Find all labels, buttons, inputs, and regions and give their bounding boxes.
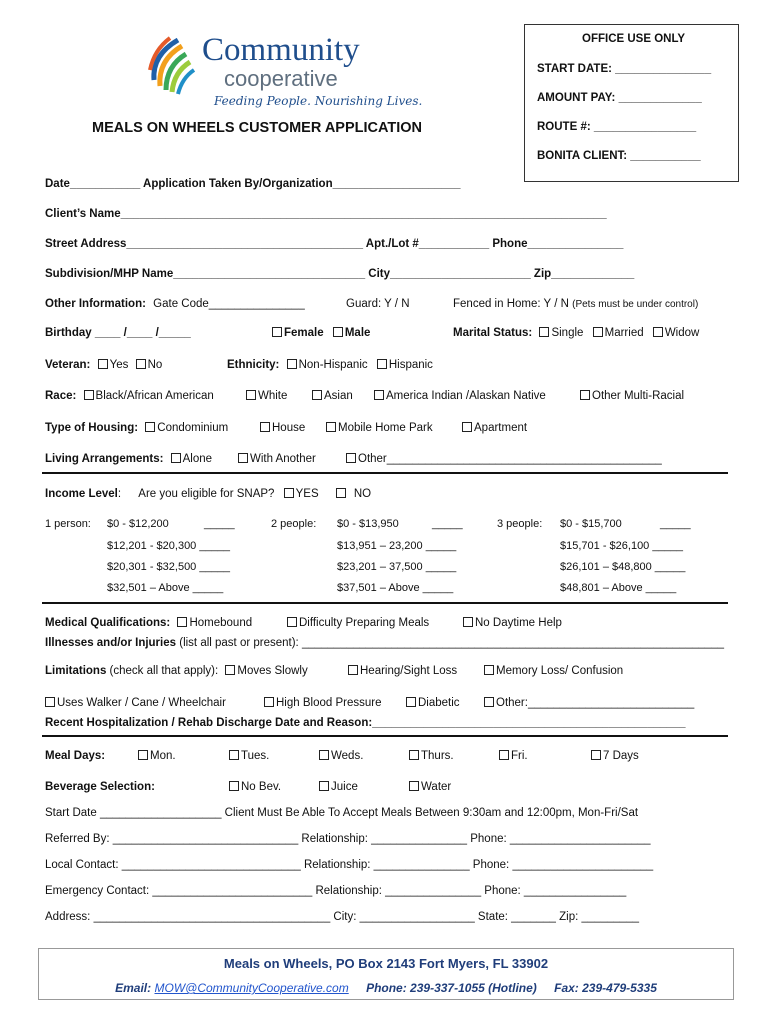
meal-thu-option — [409, 750, 454, 762]
living-another-option — [238, 453, 316, 465]
black-label: Black/African American — [95, 390, 214, 402]
medical-label: Medical Qualifications: — [45, 617, 171, 629]
walker-checkbox[interactable] — [45, 697, 55, 707]
multiracial-label: Other Multi-Racial — [592, 390, 685, 402]
walker-label: Uses Walker / Cane / Wheelchair — [57, 697, 226, 709]
meal-wed-option — [319, 750, 363, 762]
water-label: Water — [421, 781, 452, 793]
living-row — [45, 453, 212, 465]
hearing-label: Hearing/Sight Loss — [360, 665, 458, 677]
difficulty-checkbox[interactable] — [287, 617, 297, 627]
income-3-blank-1[interactable]: _____ — [660, 518, 691, 530]
multiracial-checkbox[interactable] — [580, 390, 590, 400]
housing-row — [45, 422, 228, 434]
thu-label: Thurs. — [421, 750, 454, 762]
income-1-row-2[interactable]: $12,201 - $20,300 _____ — [107, 540, 230, 552]
seven-days-checkbox[interactable] — [591, 750, 601, 760]
logo-word-cooperative: cooperative — [224, 66, 338, 91]
mobile-home-checkbox[interactable] — [326, 422, 336, 432]
married-label: Married — [604, 327, 644, 339]
hearing-checkbox[interactable] — [348, 665, 358, 675]
blood-pressure-label: High Blood Pressure — [276, 697, 382, 709]
subdivision-line[interactable]: Subdivision/MHP Name______________________________ City______________________ Zip_____________ — [45, 268, 635, 280]
footer-box — [38, 948, 734, 1000]
ethnicity-label: Ethnicity: — [227, 359, 280, 371]
limit-walker-option — [45, 697, 226, 709]
bev-water-option — [409, 781, 451, 793]
house-label: House — [272, 422, 306, 434]
birthday-field[interactable]: Birthday ____ /____ /_____ — [45, 327, 191, 339]
meal-7days-option — [591, 750, 639, 762]
mon-label: Mon. — [150, 750, 176, 762]
fenced-in-home-row — [453, 298, 698, 310]
veteran-no-checkbox[interactable] — [136, 359, 146, 369]
fri-checkbox[interactable] — [499, 750, 509, 760]
community-cooperative-logo — [140, 28, 423, 114]
hispanic-checkbox[interactable] — [377, 359, 387, 369]
divider-income — [42, 472, 728, 474]
income-1-row-4[interactable]: $32,501 – Above _____ — [107, 582, 224, 594]
hispanic-label: Hispanic — [388, 359, 433, 371]
living-other-checkbox[interactable] — [346, 453, 356, 463]
memory-checkbox[interactable] — [484, 665, 494, 675]
illnesses-field[interactable]: (list all past or present): __________________________________________________________________ — [179, 637, 725, 649]
housing-mobile-option — [326, 422, 433, 434]
office-route[interactable]: ROUTE #: ________________ — [537, 121, 697, 133]
income-3-row-4[interactable]: $48,801 – Above _____ — [560, 582, 677, 594]
medical-noday-option — [463, 617, 562, 629]
divider-meals — [42, 735, 728, 737]
living-label: Living Arrangements: — [45, 453, 164, 465]
footer-contact — [39, 981, 733, 995]
form-title: MEALS ON WHEELS CUSTOMER APPLICATION — [92, 120, 423, 136]
footer-email-link[interactable]: MOW@CommunityCooperative.com — [154, 981, 349, 995]
referred-by-line[interactable]: Referred By: _____________________________ Relationship: _______________ Phone: ______________________ — [45, 833, 651, 845]
hospitalization-line[interactable]: Recent Hospitalization / Rehab Discharge Date and Reason:_________________________________________________ — [45, 717, 686, 729]
native-checkbox[interactable] — [374, 390, 384, 400]
tue-checkbox[interactable] — [229, 750, 239, 760]
income-2-row-1: $0 - $13,950 — [337, 518, 399, 530]
veteran-no-label: No — [147, 359, 163, 371]
limit-other-label[interactable]: Other:__________________________ — [496, 697, 695, 709]
housing-label: Type of Housing: — [45, 422, 139, 434]
income-1-row-3[interactable]: $20,301 - $32,500 _____ — [107, 561, 230, 573]
diabetic-label: Diabetic — [418, 697, 460, 709]
marital-status-row — [453, 327, 699, 339]
no-daytime-checkbox[interactable] — [463, 617, 473, 627]
footer-phone: Phone: 239-337-1055 (Hotline) — [366, 981, 537, 995]
footer-address: Meals on Wheels, PO Box 2143 Fort Myers, FL 33902 — [223, 956, 549, 971]
race-asian-option — [312, 390, 353, 402]
asian-label: Asian — [324, 390, 353, 402]
gate-code-field[interactable]: Gate Code_______________ — [153, 298, 305, 310]
logo-word-community: Community — [202, 32, 360, 68]
beverage-label: Beverage Selection: — [45, 781, 155, 793]
single-checkbox[interactable] — [539, 327, 549, 337]
office-start-date[interactable]: START DATE: _______________ — [537, 63, 712, 75]
income-3-people-label: 3 people: — [497, 518, 543, 530]
income-1-person-label: 1 person: — [45, 518, 91, 530]
male-checkbox[interactable] — [333, 327, 343, 337]
income-2-blank-1[interactable]: _____ — [432, 518, 463, 530]
housing-apt-option — [462, 422, 527, 434]
blood-pressure-checkbox[interactable] — [264, 697, 274, 707]
apartment-checkbox[interactable] — [462, 422, 472, 432]
female-checkbox[interactable] — [272, 327, 282, 337]
with-another-checkbox[interactable] — [238, 453, 248, 463]
female-label: Female — [284, 327, 324, 339]
income-2-people-label: 2 people: — [271, 518, 317, 530]
race-other-option — [580, 390, 684, 402]
male-label: Male — [344, 327, 371, 339]
meal-fri-option — [499, 750, 528, 762]
snap-yes-label: YES — [295, 488, 319, 500]
mon-checkbox[interactable] — [138, 750, 148, 760]
bev-juice-option — [319, 781, 358, 793]
logo-tagline: Feeding People. Nourishing Lives. — [214, 94, 423, 108]
veteran-yes-label: Yes — [109, 359, 129, 371]
race-row — [45, 390, 214, 402]
snap-yes-checkbox[interactable] — [284, 488, 294, 498]
clients-name-line[interactable]: Client’s Name____________________________________________________________________________ — [45, 208, 607, 220]
black-checkbox[interactable] — [84, 390, 94, 400]
native-label: America Indian /Alaskan Native — [386, 390, 546, 402]
veteran-yes-checkbox[interactable] — [98, 359, 108, 369]
income-3-row-2[interactable]: $15,701 - $26,100 _____ — [560, 540, 683, 552]
office-amount-pay[interactable]: AMOUNT PAY: _____________ — [537, 92, 702, 104]
footer-email-label: Email: — [115, 981, 152, 995]
no-bev-checkbox[interactable] — [229, 781, 239, 791]
with-another-label: With Another — [250, 453, 316, 465]
widow-checkbox[interactable] — [653, 327, 663, 337]
house-checkbox[interactable] — [260, 422, 270, 432]
meal-mon-option — [138, 750, 176, 762]
office-bonita-client[interactable]: BONITA CLIENT: ___________ — [537, 150, 701, 162]
illnesses-row[interactable] — [45, 637, 724, 649]
living-other-option — [346, 453, 662, 465]
no-daytime-label: No Daytime Help — [475, 617, 562, 629]
single-label: Single — [551, 327, 584, 339]
illnesses-label: Illnesses and/or Injuries — [45, 637, 177, 649]
race-label: Race: — [45, 390, 77, 402]
race-native-option — [374, 390, 546, 402]
income-label: Income Level — [45, 488, 118, 500]
wed-label: Weds. — [331, 750, 364, 762]
limit-other-checkbox[interactable] — [484, 697, 494, 707]
thu-checkbox[interactable] — [409, 750, 419, 760]
water-checkbox[interactable] — [409, 781, 419, 791]
juice-checkbox[interactable] — [319, 781, 329, 791]
homebound-label: Homebound — [189, 617, 253, 629]
other-info-label: Other Information: — [45, 298, 146, 310]
date-application-taken-line[interactable]: Date___________ Application Taken By/Organization____________________ — [45, 178, 461, 190]
snap-question: Are you eligible for SNAP? — [138, 488, 275, 500]
income-colon: : — [117, 488, 122, 500]
other-information-row — [45, 298, 305, 310]
income-2-row-4[interactable]: $37,501 – Above _____ — [337, 582, 454, 594]
limitations-hint: (check all that apply): — [109, 665, 219, 677]
condo-checkbox[interactable] — [145, 422, 155, 432]
moves-slowly-checkbox[interactable] — [225, 665, 235, 675]
local-contact-line[interactable]: Local Contact: ____________________________ Relationship: _______________ Phone: ______________________ — [45, 859, 654, 871]
guard-field[interactable]: Guard: Y / N — [346, 298, 410, 310]
veteran-row — [45, 359, 162, 371]
non-hispanic-label: Non-Hispanic — [298, 359, 368, 371]
limit-memory-option — [484, 665, 623, 677]
medical-difficulty-option — [287, 617, 429, 629]
widow-label: Widow — [664, 327, 700, 339]
alone-label: Alone — [182, 453, 213, 465]
limitations-label: Limitations — [45, 665, 107, 677]
snap-no-label: NO — [353, 488, 372, 500]
address-line[interactable]: Address: _____________________________________ City: __________________ State: _______ Zip: _________ — [45, 911, 640, 923]
married-checkbox[interactable] — [593, 327, 603, 337]
income-2-row-3[interactable]: $23,201 – 37,500 _____ — [337, 561, 457, 573]
seven-days-label: 7 Days — [603, 750, 639, 762]
no-bev-label: No Bev. — [241, 781, 282, 793]
marital-label: Marital Status: — [453, 327, 533, 339]
alone-checkbox[interactable] — [171, 453, 181, 463]
white-checkbox[interactable] — [246, 390, 256, 400]
street-address-line[interactable]: Street Address_____________________________________ Apt./Lot #___________ Phone_______________ — [45, 238, 624, 250]
tue-label: Tues. — [241, 750, 270, 762]
meal-days-label: Meal Days: — [45, 750, 106, 762]
limit-diabetic-option — [406, 697, 460, 709]
emergency-contact-line[interactable]: Emergency Contact: _________________________ Relationship: _______________ Phone: ________________ — [45, 885, 627, 897]
white-label: White — [258, 390, 288, 402]
income-row — [45, 488, 371, 500]
pets-note: (Pets must be under control) — [572, 299, 699, 310]
income-1-row-1: $0 - $12,200 — [107, 518, 169, 530]
difficulty-label: Difficulty Preparing Meals — [299, 617, 430, 629]
footer-fax: Fax: 239-479-5335 — [554, 981, 657, 995]
ethnicity-row — [227, 359, 433, 371]
medical-row — [45, 617, 252, 629]
veteran-label: Veteran: — [45, 359, 91, 371]
mobile-home-label: Mobile Home Park — [338, 422, 433, 434]
divider-medical — [42, 602, 728, 604]
moves-slowly-label: Moves Slowly — [237, 665, 308, 677]
meal-tue-option — [229, 750, 269, 762]
condo-label: Condominium — [157, 422, 229, 434]
race-white-option — [246, 390, 287, 402]
start-date-line[interactable]: Start Date ___________________ Client Must Be Able To Accept Meals Between 9:30am and 12:00pm, Mon-Fri/Sat — [45, 807, 639, 819]
diabetic-checkbox[interactable] — [406, 697, 416, 707]
living-other-label[interactable]: Other___________________________________________ — [358, 453, 662, 465]
asian-checkbox[interactable] — [312, 390, 322, 400]
bev-none-option — [229, 781, 281, 793]
homebound-checkbox[interactable] — [177, 617, 187, 627]
income-3-row-1: $0 - $15,700 — [560, 518, 622, 530]
limit-hearing-option — [348, 665, 457, 677]
fenced-field[interactable]: Fenced in Home: Y / N — [453, 298, 569, 310]
limit-other-option — [484, 697, 694, 709]
income-1-blank-1[interactable]: _____ — [204, 518, 235, 530]
housing-house-option — [260, 422, 305, 434]
wed-checkbox[interactable] — [319, 750, 329, 760]
apartment-label: Apartment — [474, 422, 528, 434]
limit-bp-option — [264, 697, 381, 709]
income-3-row-3[interactable]: $26,101 – $48,800 _____ — [560, 561, 686, 573]
fri-label: Fri. — [511, 750, 528, 762]
income-2-row-2[interactable]: $13,951 – 23,200 _____ — [337, 540, 457, 552]
snap-no-checkbox[interactable] — [336, 488, 346, 498]
limitations-row — [45, 665, 308, 677]
memory-label: Memory Loss/ Confusion — [496, 665, 624, 677]
office-use-header: OFFICE USE ONLY — [582, 33, 686, 45]
gender-row — [272, 327, 370, 339]
juice-label: Juice — [331, 781, 358, 793]
non-hispanic-checkbox[interactable] — [287, 359, 297, 369]
